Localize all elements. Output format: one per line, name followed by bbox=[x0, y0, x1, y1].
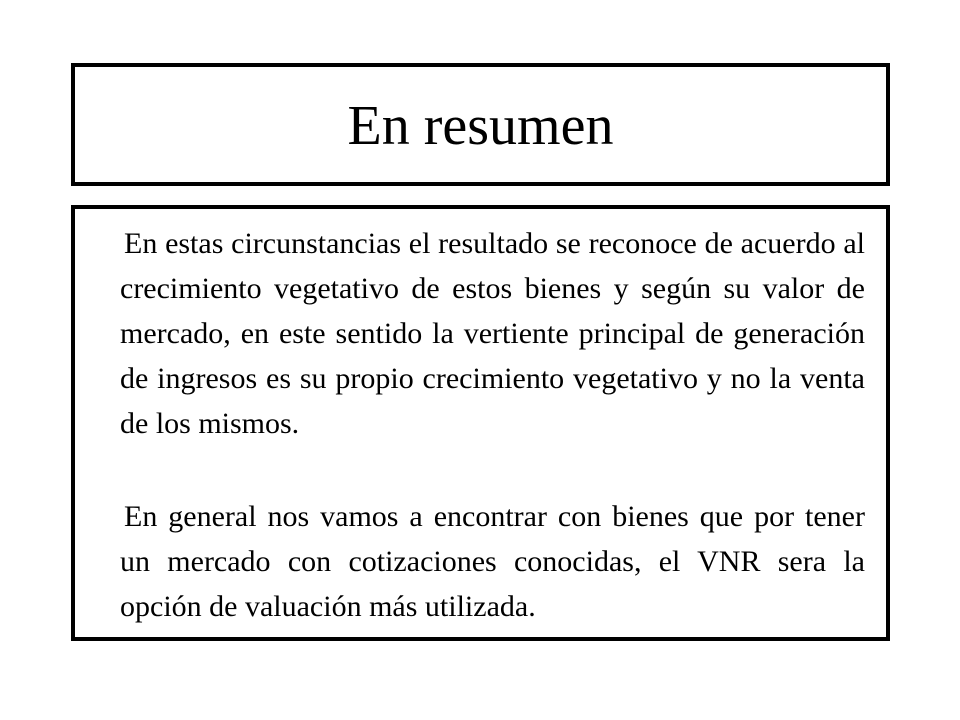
content-box bbox=[71, 205, 890, 641]
title-box bbox=[71, 63, 890, 186]
paragraph-1: En estas circunstancias el resultado se reconoce de acuerdo al crecimiento vegetativo de estos bienes y según su valor de mercado, en este sentido la vertiente principal de generación de ingresos es su propio crecimiento vegetativo y no la venta de los mismos. bbox=[120, 227, 865, 440]
slide-title: En resumen bbox=[347, 94, 614, 157]
paragraph-2: En general nos vamos a encontrar con bienes que por tener un mercado con cotizaciones conocidas, el VNR sera la opción de valuación más utilizada. bbox=[120, 500, 865, 623]
